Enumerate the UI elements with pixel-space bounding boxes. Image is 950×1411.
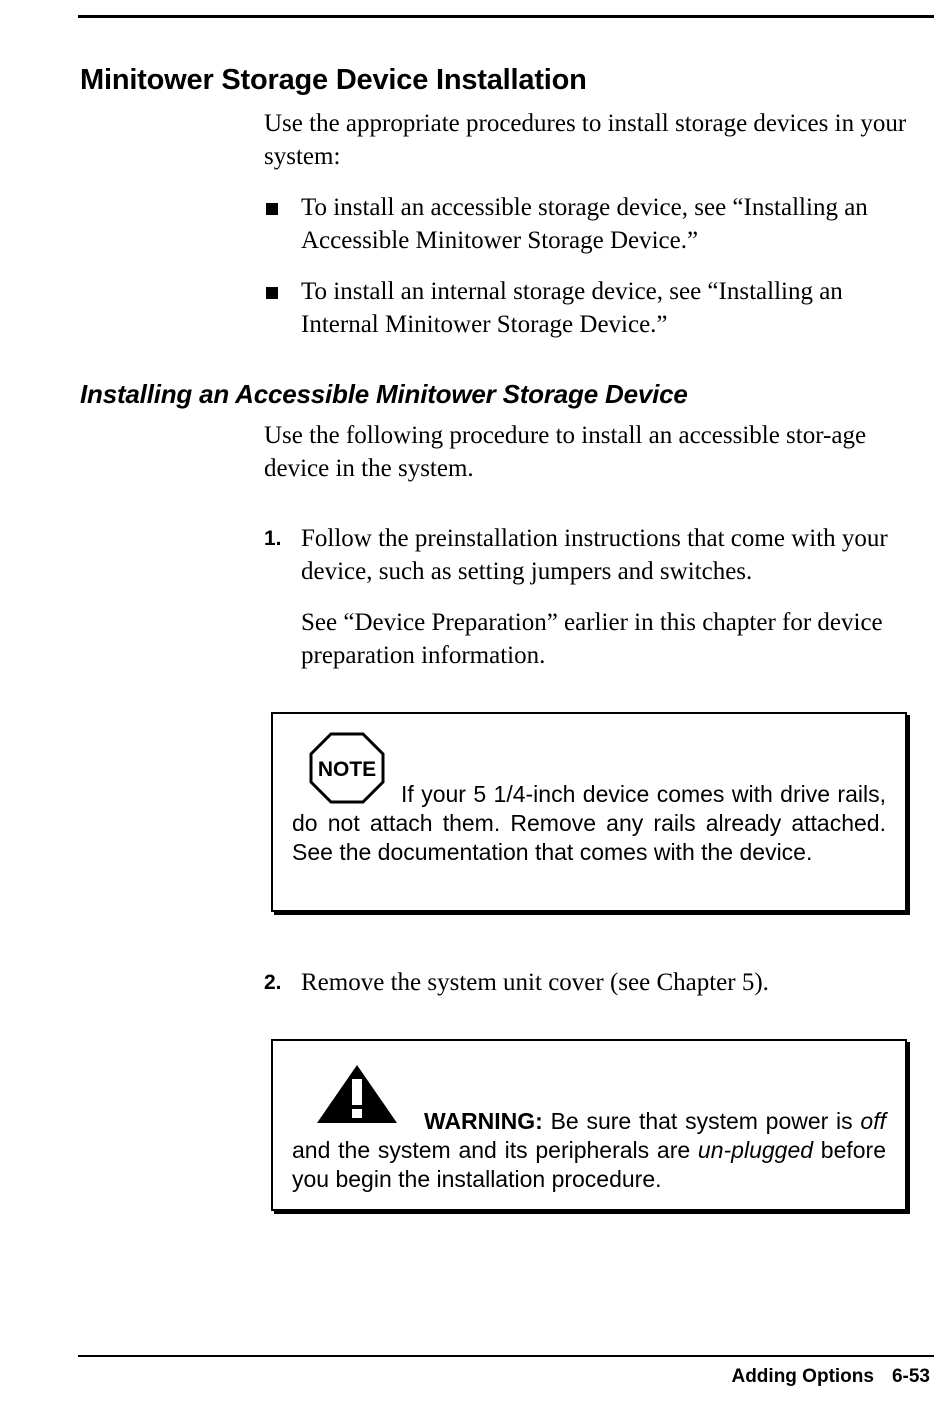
subsection-title: Installing an Accessible Minitower Storage Device bbox=[80, 379, 688, 409]
warning-text: WARNING: Be sure that system power is off and the system and its peripherals are un-plugged before you begin the installation procedure. bbox=[292, 1108, 887, 1192]
note-text: If your 5 1/4-inch device comes with drive rails, do not attach them. Remove any rails already attached. See the documentation that comes with the device. bbox=[292, 781, 886, 865]
footer-page-number: 6-53 bbox=[891, 1366, 930, 1387]
bullet-marker bbox=[266, 287, 278, 299]
top-rule bbox=[78, 15, 934, 18]
bottom-rule bbox=[78, 1355, 934, 1357]
warning-box bbox=[271, 1039, 907, 1211]
step-number: 2. bbox=[264, 971, 282, 994]
bullet-item: To install an internal storage device, see “Installing an Internal Minitower Storage Device.” bbox=[301, 278, 843, 338]
section-title: Minitower Storage Device Installation bbox=[80, 64, 587, 96]
step-detail: See “Device Preparation” earlier in this chapter for device preparation information. bbox=[301, 609, 883, 669]
footer-chapter: Adding Options bbox=[731, 1366, 874, 1387]
bullet-item: To install an accessible storage device, see “Installing an Accessible Minitower Storage Device.” bbox=[301, 194, 868, 254]
step-number: 1. bbox=[264, 527, 282, 550]
step-text: Remove the system unit cover (see Chapter 5). bbox=[301, 969, 769, 996]
note-box bbox=[271, 712, 907, 912]
page-footer bbox=[731, 1366, 930, 1388]
step-text: Follow the preinstallation instructions that come with your device, such as setting jumpers and switches. bbox=[301, 525, 888, 585]
subsection-intro: Use the following procedure to install an accessible stor-age device in the system. bbox=[264, 422, 867, 482]
warning-label: WARNING: bbox=[424, 1108, 543, 1134]
bullet-marker bbox=[266, 203, 278, 215]
note-icon-label: NOTE bbox=[317, 758, 377, 781]
intro-paragraph: Use the appropriate procedures to install storage devices in your system: bbox=[264, 110, 907, 170]
